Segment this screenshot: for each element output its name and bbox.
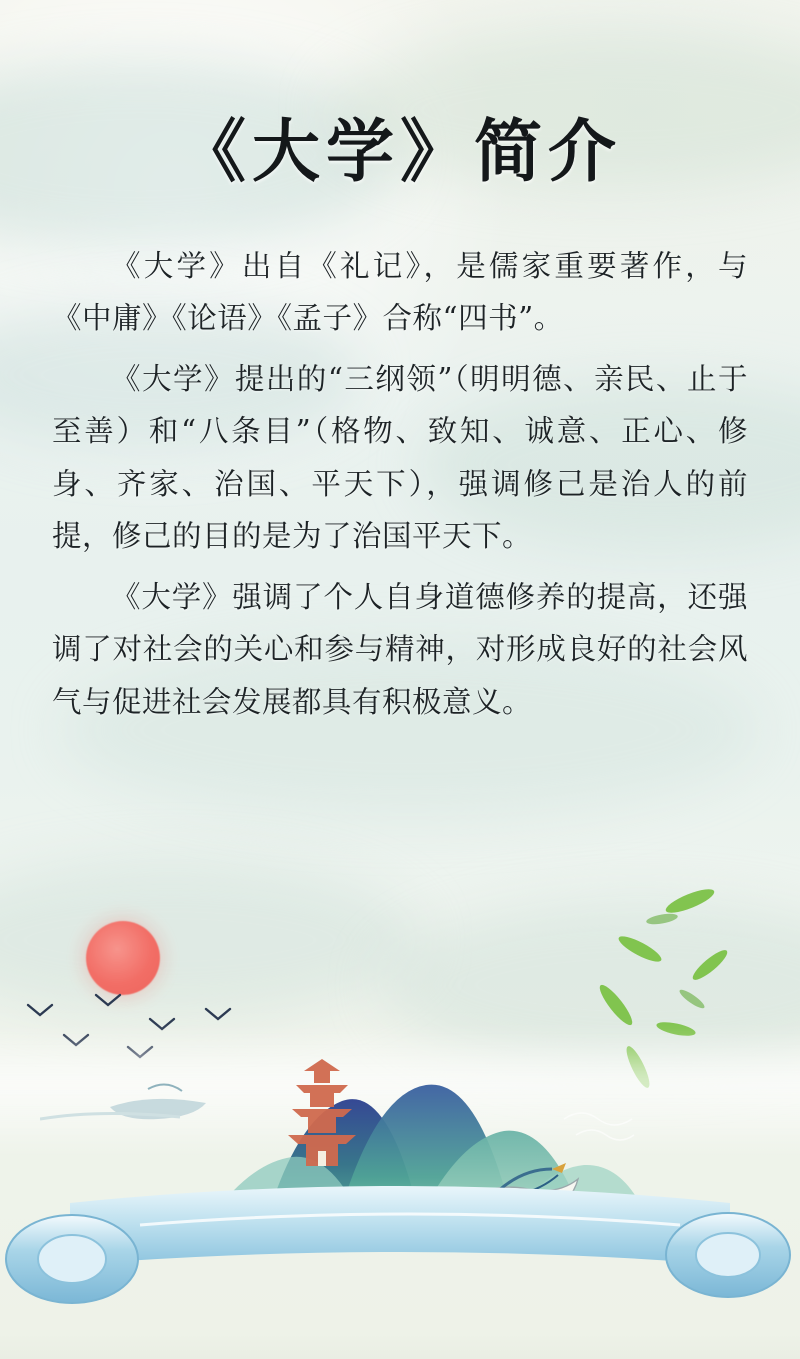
ink-wash-cloud bbox=[380, 900, 800, 1070]
flying-birds-icon bbox=[0, 939, 420, 1089]
bottom-illustration bbox=[0, 879, 800, 1359]
paragraph: 《大学》强调了个人自身道德修养的提高，还强调了对社会的关心和参与精神，对形成良好的社会风气与促进社会发展都具有积极意义。 bbox=[52, 579, 748, 719]
paragraph: 《大学》提出的“三纲领”（明明德、亲民、止于至善）和“八条目”（格物、致知、诚意、正心、修身、齐家、治国、平天下），强调修己是治人的前提，修己的目的是为了治国平天下。 bbox=[52, 361, 748, 554]
crane-icon bbox=[430, 1137, 600, 1257]
footer-edge bbox=[0, 1333, 800, 1359]
pagoda-icon bbox=[286, 1055, 358, 1175]
body-text bbox=[52, 240, 748, 729]
paragraph: 《大学》出自《礼记》，是儒家重要著作，与《中庸》《论语》《孟子》合称“四书”。 bbox=[52, 248, 748, 336]
mist-band bbox=[0, 1029, 800, 1149]
red-sun-icon bbox=[86, 921, 160, 995]
ink-boat-icon bbox=[40, 1049, 340, 1139]
ink-wash-cloud bbox=[0, 860, 420, 1020]
paper-scroll-icon bbox=[0, 1163, 800, 1333]
ink-mountain-icon bbox=[90, 999, 710, 1249]
bamboo-leaf-icon bbox=[520, 879, 780, 1119]
page-title: 《大学》简介 bbox=[177, 112, 622, 192]
